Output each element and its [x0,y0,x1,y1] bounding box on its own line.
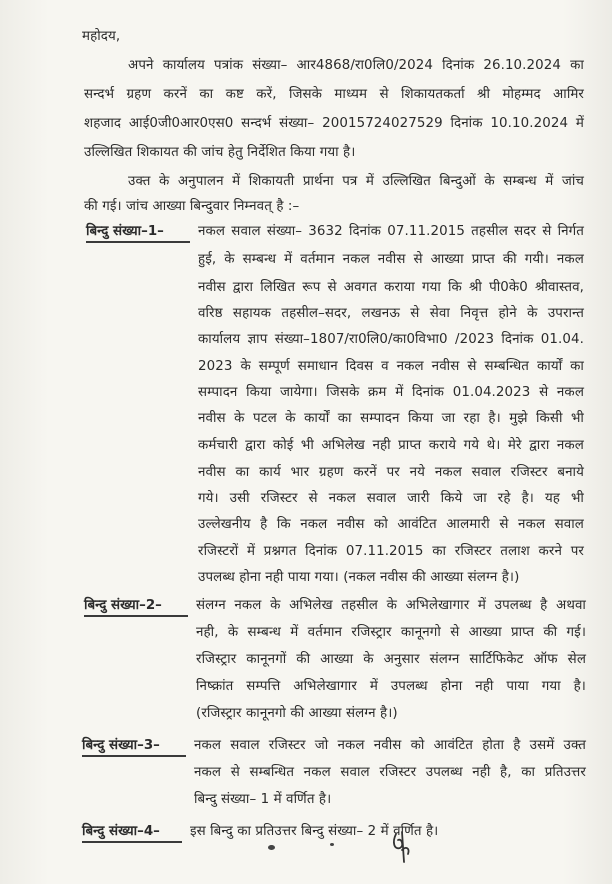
point-2-line: संलग्न नकल के अभिलेख तहसील के अभिलेखागार में उपलब्ध है अथवा [196,598,586,613]
intro-line-2: सन्दर्भ ग्रहण करनें का कष्ट करें, जिसके माध्यम से शिकायतकर्ता श्री मोहम्मद आमिर [84,87,584,102]
point-3-line: नकल सवाल रजिस्टर जो नकल नवीस को आवंटित होता है उसमें उक्त [194,738,586,753]
salutation: महोदय, [82,29,121,44]
point-1-heading: बिन्दु संख्या–1– [86,224,164,239]
point-2-line: निष्क्रांत सम्पत्ति अभिलेखागार में उपलब्ध होना नही पाया गया है। [196,679,586,694]
intro-line-1: अपने कार्यालय पत्रांक संख्या– आर4868/रा0लि0/2024 दिनांक 26.10.2024 का [128,58,584,73]
point-1-line: उल्लेखनीय है कि नकल नवीस को आवंटित आलमारी से नकल सवाल [198,517,584,532]
point-2-line: (रजिस्ट्रार कानूनगो की आख्या संलग्न है।) [196,706,398,721]
point-1-line: सम्पादन किया जायेगा। जिसके क्रम में दिनांक 01.04.2023 से नकल [198,385,584,400]
point-1-line: हुई, के सम्बन्ध में वर्तमान नकल नवीस से आख्या प्राप्त की गयी। नकल [198,252,584,267]
point-1-line: 2023 के सम्पूर्ण समाधान दिवस व नकल नवीस से सम्बन्धित कार्यों का [198,359,584,374]
point-1-line: गये। उसी रजिस्टर से नकल सवाल जारी किये जा रहे है। यह भी [198,491,584,506]
point-1-line: उपलब्ध होना नही पाया गया। (नकल नवीस की आख्या संलग्न है।) [198,570,520,585]
point-4-heading: बिन्दु संख्या–4– [82,824,160,839]
point-1-line: नवीस द्वारा लिखित रूप से अवगत कराया गया कि श्री पी0के0 श्रीवास्तव, [198,280,584,295]
point-1-underline [86,241,190,243]
point-2-line: नही, के सम्बन्ध में वर्तमान रजिस्ट्रार कानूनगो से आख्या प्राप्त की गई। [196,625,586,640]
ink-mark [268,845,275,850]
ink-mark [330,843,334,846]
point-3-line: बिन्दु संख्या– 1 में वर्णित है। [194,792,332,807]
followup-line-2: की गई। जांच आख्या बिन्दुवार निम्नवत् है :– [84,199,300,214]
point-4-underline [82,841,182,843]
followup-line-1: उक्त के अनुपालन में शिकायती प्रार्थना पत्र में उल्लिखित बिन्दुओं के सम्बन्ध में जांच [128,174,584,189]
intro-line-3: शहजाद आई0जी0आर0एस0 सन्दर्भ संख्या– 20015724027529 दिनांक 10.10.2024 में [84,116,584,131]
point-1-line: वरिष्ठ सहायक तहसील–सदर, लखनऊ से सेवा निवृत्त होने के उपरान्त [198,306,584,321]
point-1-line: नवीस के पटल के कार्यों का सम्पादन किया जा रहा है। मुझे किसी भी [198,411,584,426]
point-1-line: रजिस्टरों में प्रश्नगत दिनांक 07.11.2015 का रजिस्टर तलाश करने पर [198,544,584,559]
point-2-line: रजिस्ट्रार कानूनगों की आख्या के अनुसार संलग्न सार्टिफिकेट ऑफ सेल [196,652,586,667]
intro-line-4: उल्लिखित शिकायत की जांच हेतु निर्देशित किया गया है। [84,145,356,160]
point-3-underline [82,755,186,757]
point-1-line: नवीस का कार्य भार ग्रहण करनें पर नये नकल सवाल रजिस्टर बनाये [198,465,584,480]
point-1-line: कर्मचारी द्वारा कोई भी अभिलेख नही प्राप्त कराये गये थे। मेरे द्वारा नकल [198,438,584,453]
point-2-heading: बिन्दु संख्या–2– [84,598,162,613]
point-3-line: नकल से सम्बन्धित नकल सवाल रजिस्टर उपलब्ध नही है, का प्रतिउत्तर [194,765,586,780]
point-2-underline [84,615,188,617]
point-4-line: इस बिन्दु का प्रतिउत्तर बिन्दु संख्या– 2 में वर्णित है। [190,824,439,839]
signature-mark [388,828,416,868]
point-3-heading: बिन्दु संख्या–3– [82,738,160,753]
point-1-line: नकल सवाल संख्या– 3632 दिनांक 07.11.2015 तहसील सदर से निर्गत [198,224,584,239]
point-1-line: कार्यालय ज्ञाप संख्या–1807/रा0लि0/का0विभा0 /2023 दिनांक 01.04. [198,332,584,347]
